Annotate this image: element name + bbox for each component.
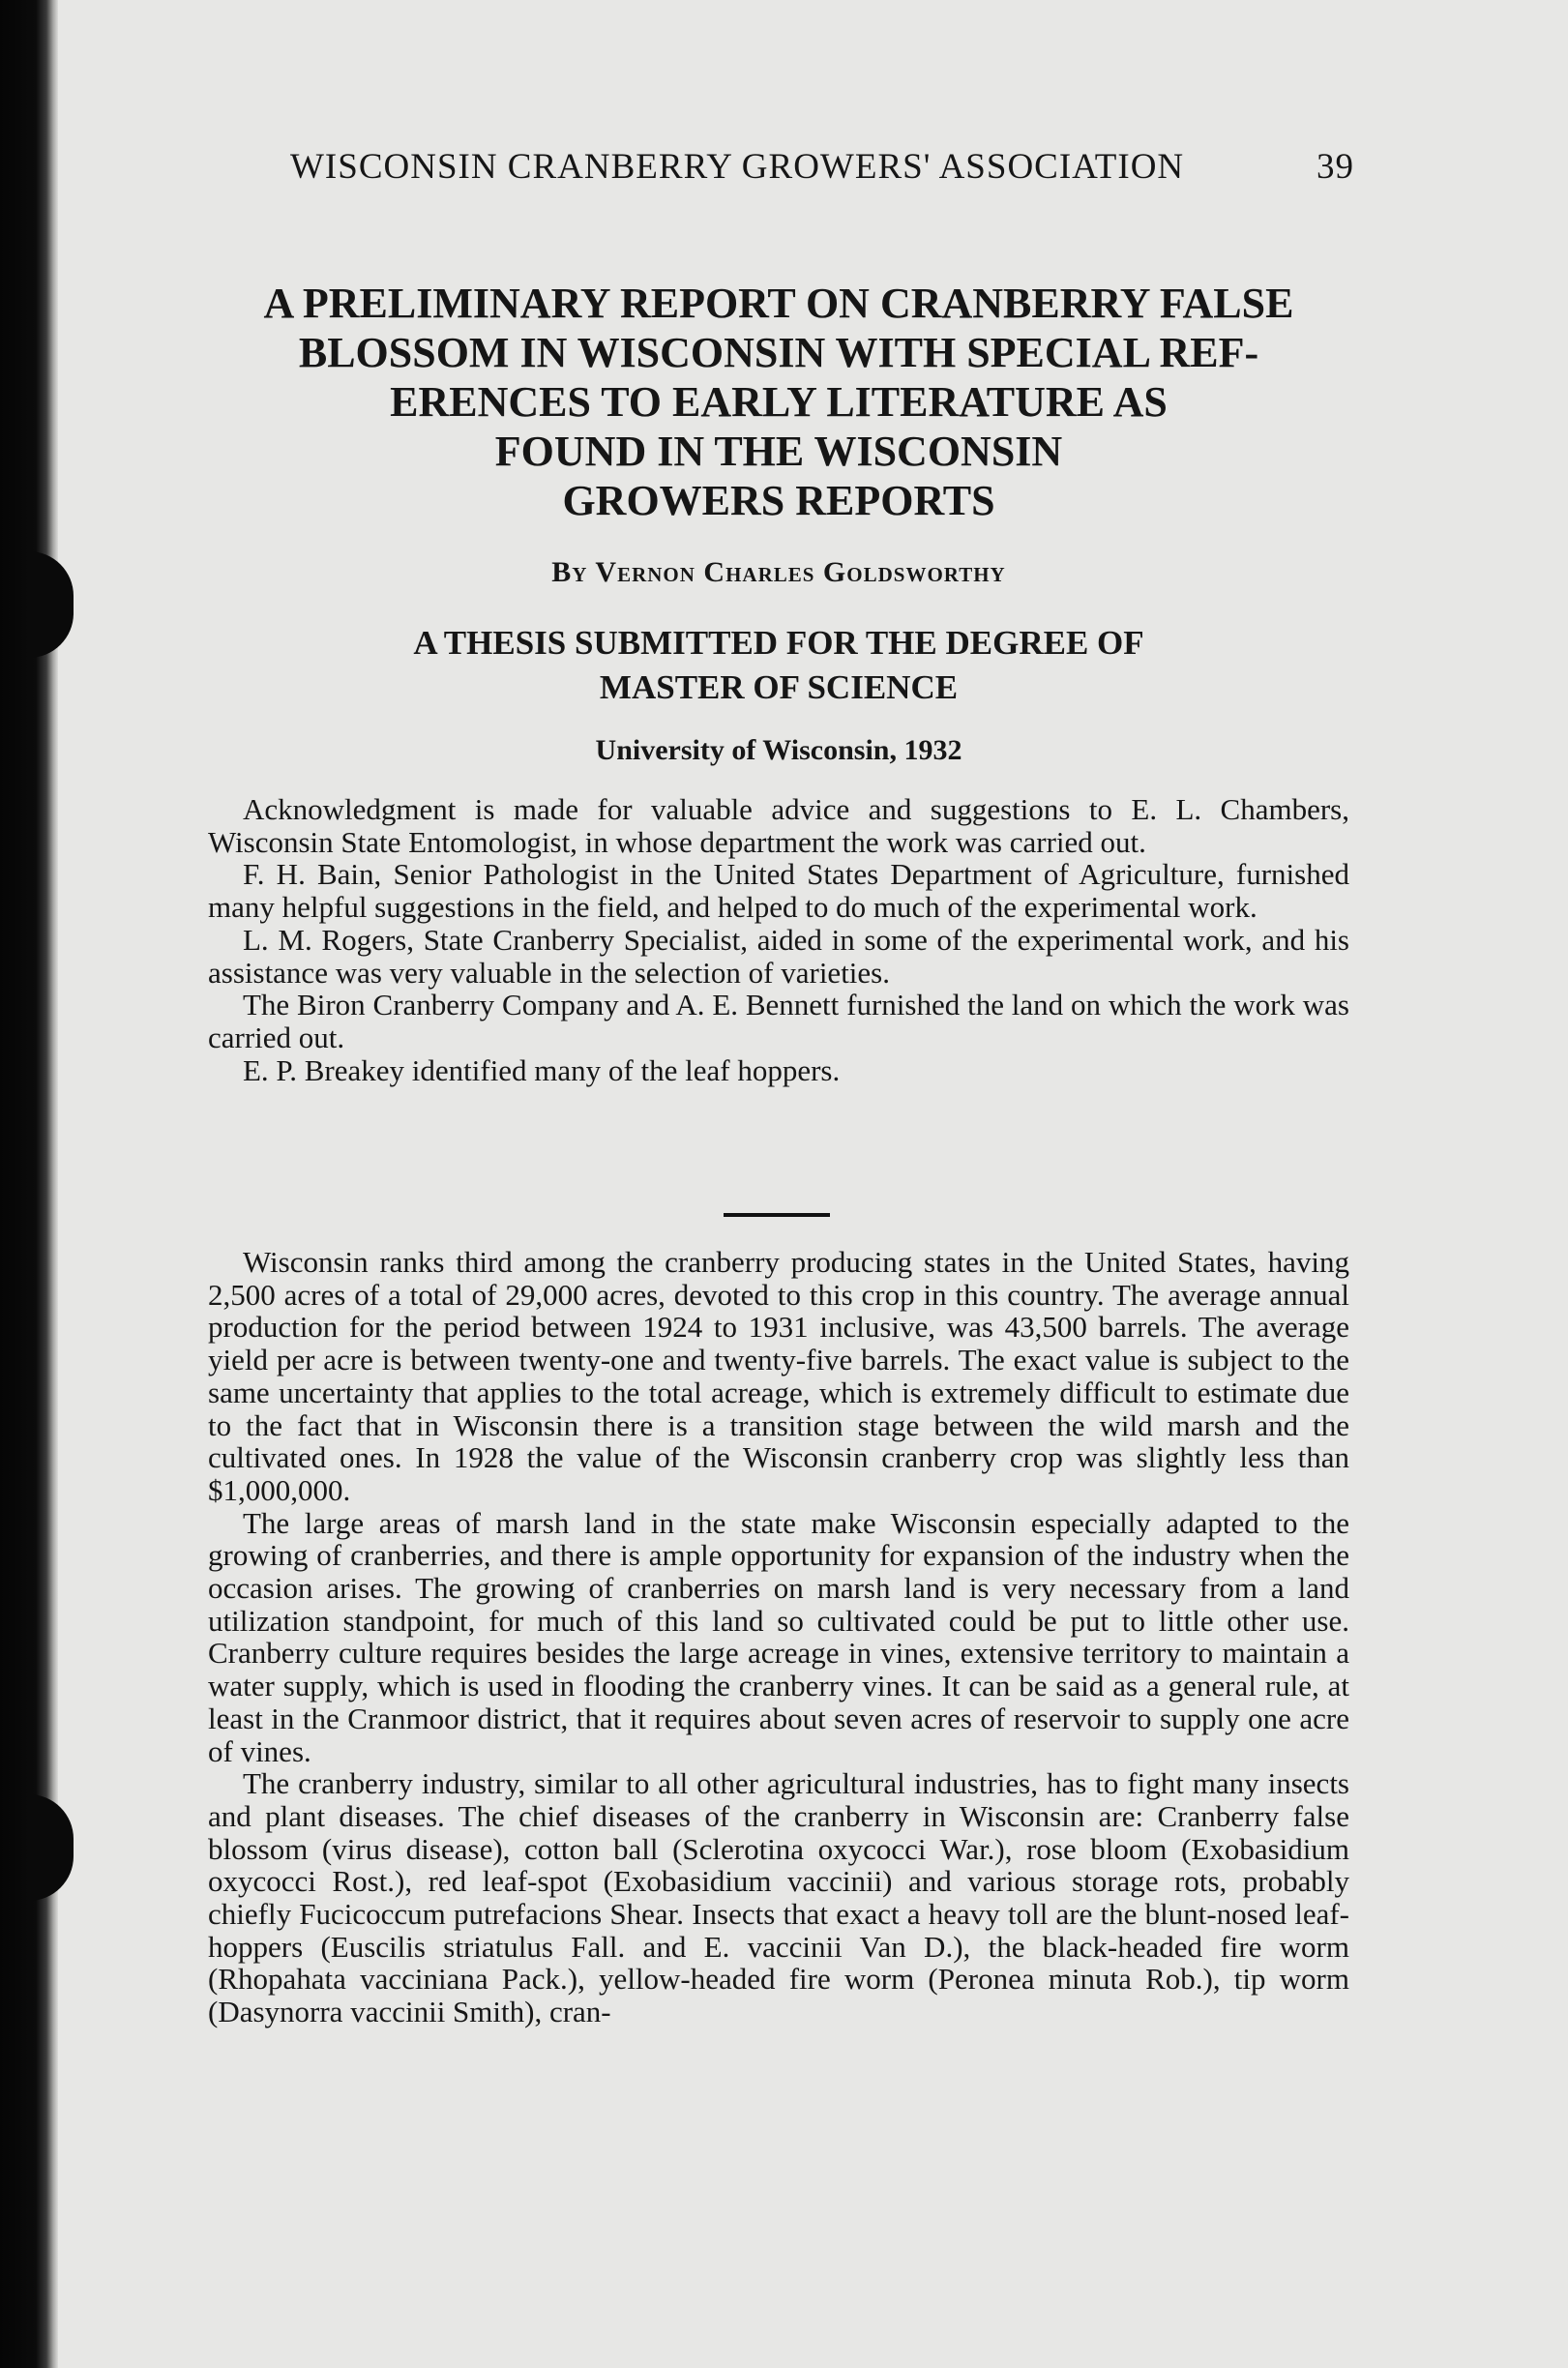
acknowledgment-paragraph: L. M. Rogers, State Cranberry Specialist, aided in some of the experimental work, and his assistance was very valuable in the selection of varieties. xyxy=(208,922,1349,990)
acknowledgments xyxy=(208,793,1349,1086)
thesis-line: MASTER OF SCIENCE xyxy=(599,668,959,706)
university-line: University of Wisconsin, 1932 xyxy=(595,734,962,766)
title-line: ERENCES TO EARLY LITERATURE AS xyxy=(390,378,1168,426)
book-binding-edge xyxy=(0,0,58,2368)
page-number: 39 xyxy=(1317,147,1354,187)
body-paragraph: Wisconsin ranks third among the cranberry producing states in the United States, having 2,500 acres of a total of 29,000 acres, devoted to this crop in this country. The average annual production for the period between 1924 to 1931 inclusive, was 43,500 barrels. The average yield per acre is between twenty-one and twenty-five barrels. The exact value is subject to the same uncertainty that applies to the total acreage, which is extremely difficult to estimate due to the fact that in Wisconsin there is a transition stage between the wild marsh and the cultivated ones. In 1928 the value of the Wisconsin cranberry crop was slightly less than $1,000,000. xyxy=(208,1245,1349,1507)
article-title xyxy=(208,279,1349,525)
acknowledgment-paragraph: F. H. Bain, Senior Pathologist in the United States Department of Agriculture, furnished many helpful suggestions in the field, and helped to do much of the experimental work. xyxy=(208,857,1349,925)
acknowledgment-paragraph: Acknowledgment is made for valuable advice and suggestions to E. L. Chambers, Wisconsin State Entomologist, in whose department the work was carried out. xyxy=(208,792,1349,859)
body-paragraph: The cranberry industry, similar to all other agricultural industries, has to fight many insects and plant diseases. The chief diseases of the cranberry in Wisconsin are: Cranberry false blossom (virus disease), cotton ball (Sclerotina oxycocci War.), rose bloom (Exobasidium oxycocci Rost.), red leaf-spot (Exobasidium vaccinii) and various storage rots, probably chiefly Fucicoccum putrefacions Shear. Insects that exact a heavy toll are the blunt-nosed leaf-hoppers (Euscilis striatulus Fall. and E. vaccinii Van D.), the black-headed fire worm (Rhopahata vacciniana Pack.), yellow-headed fire worm (Peronea minuta Rob.), tip worm (Dasynorra vaccinii Smith), cran- xyxy=(208,1766,1349,2029)
binder-clip xyxy=(29,551,74,658)
thesis-statement xyxy=(208,621,1349,710)
title-line: A PRELIMINARY REPORT ON CRANBERRY FALSE xyxy=(263,280,1294,327)
author-byline: By Vernon Charles Goldsworthy xyxy=(551,556,1006,588)
title-line: FOUND IN THE WISCONSIN xyxy=(494,428,1063,475)
body-paragraph: The large areas of marsh land in the state make Wisconsin especially adapted to the growing of cranberries, and there is ample opportunity for expansion of the industry when the occasion arises. The growing of cranberries on marsh land is very necessary from a land utilization standpoint, for much of this land so cultivated could be put to little other use. Cranberry culture requires besides the large acreage in vines, extensive territory to maintain a water supply, which is used in flooding the cranberry vines. It can be said as a general rule, at least in the Cranmoor district, that it requires about seven acres of reservoir to supply one acre of vines. xyxy=(208,1505,1349,1768)
running-head xyxy=(290,143,1354,192)
section-divider xyxy=(724,1213,830,1217)
article-body xyxy=(208,1246,1349,2028)
title-line: GROWERS REPORTS xyxy=(562,477,995,524)
acknowledgment-paragraph: The Biron Cranberry Company and A. E. Bennett furnished the land on which the work was carried out. xyxy=(208,988,1349,1054)
acknowledgment-paragraph: E. P. Breakey identified many of the leaf hoppers. xyxy=(243,1052,841,1087)
binder-clip xyxy=(29,1794,74,1901)
thesis-line: A THESIS SUBMITTED FOR THE DEGREE OF xyxy=(413,624,1144,662)
running-head-title: WISCONSIN CRANBERRY GROWERS' ASSOCIATION xyxy=(290,147,1185,187)
title-line: BLOSSOM IN WISCONSIN WITH SPECIAL REF- xyxy=(298,329,1259,376)
